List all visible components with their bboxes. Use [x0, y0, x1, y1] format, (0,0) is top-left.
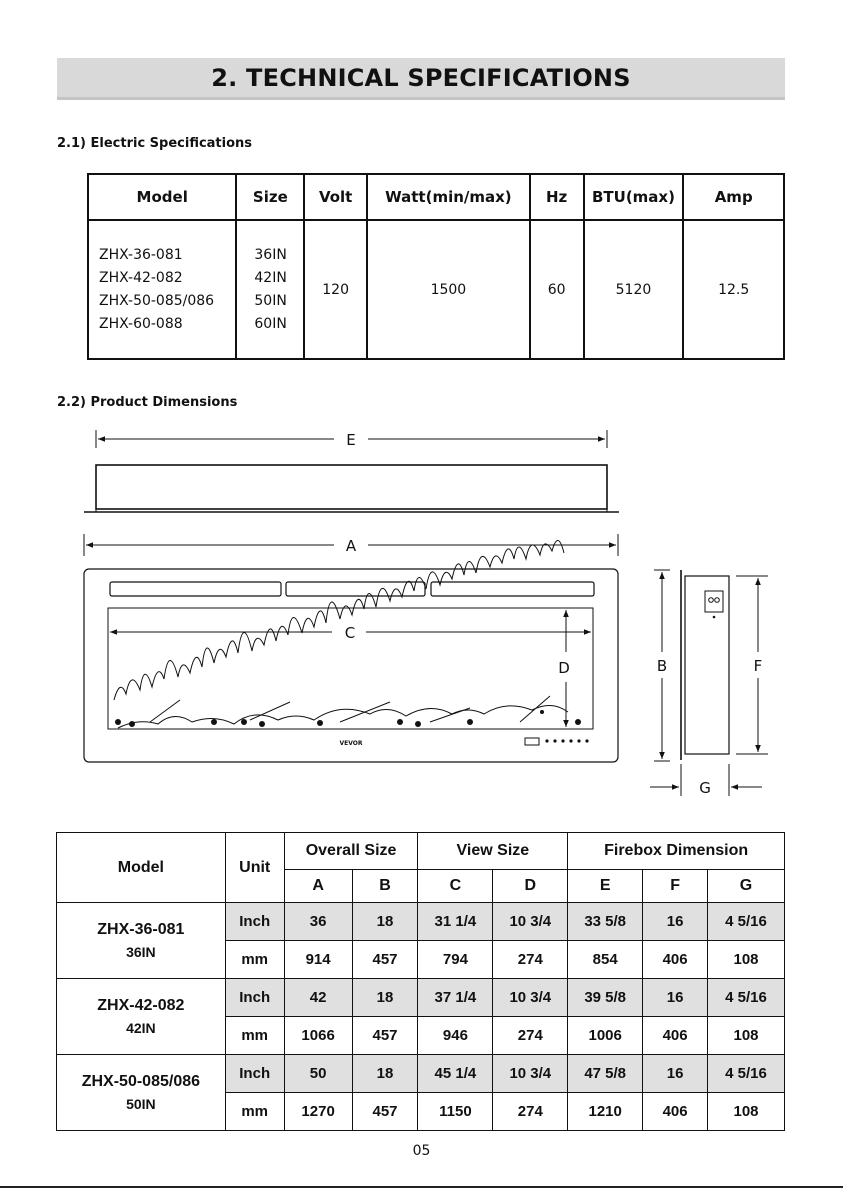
value-cell: 16 [643, 903, 708, 941]
value-cell: 16 [643, 1055, 708, 1093]
value-cell: 10 3/4 [493, 1055, 568, 1093]
value-cell: 457 [352, 941, 418, 979]
dim-header-unit: Unit [225, 833, 284, 903]
dim-group-view: View Size [418, 833, 568, 870]
label-b: B [656, 657, 668, 675]
model-name: ZHX-42-082 [97, 996, 185, 1014]
value-cell: 33 5/8 [568, 903, 643, 941]
vevor-logo: VEVOR [339, 740, 363, 747]
header-size: Size [236, 174, 304, 220]
label-a: A [345, 537, 357, 555]
unit-cell: Inch [225, 903, 284, 941]
value-cell: 457 [352, 1017, 418, 1055]
dim-header-model: Model [57, 833, 226, 903]
top-view-outline [84, 465, 619, 512]
value-cell: 457 [352, 1093, 418, 1131]
watt-value: 1500 [367, 220, 530, 359]
value-cell: 946 [418, 1017, 493, 1055]
value-cell: 1150 [418, 1093, 493, 1131]
dim-group-header-row [57, 833, 785, 870]
control-panel-icon [525, 738, 589, 745]
value-cell: 1006 [568, 1017, 643, 1055]
value-cell: 274 [493, 1093, 568, 1131]
model-size: 36IN [126, 943, 156, 960]
model-name: ZHX-42-082 [99, 269, 183, 286]
unit-cell: mm [225, 1093, 284, 1131]
value-cell: 50 [284, 1055, 352, 1093]
value-cell: 39 5/8 [568, 979, 643, 1017]
value-cell: 108 [708, 1093, 785, 1131]
header-btu: BTU(max) [584, 174, 684, 220]
unit-cell: mm [225, 941, 284, 979]
value-cell: 4 5/16 [708, 979, 785, 1017]
value-cell: 45 1/4 [418, 1055, 493, 1093]
unit-cell: mm [225, 1017, 284, 1055]
value-cell: 10 3/4 [493, 979, 568, 1017]
amp-value: 12.5 [683, 220, 784, 359]
value-cell: 274 [493, 941, 568, 979]
model-cell [57, 979, 226, 1055]
header-model: Model [88, 174, 236, 220]
label-d: D [558, 659, 570, 677]
dimension-g [650, 764, 762, 797]
dim-col-d: D [493, 870, 568, 903]
page-title: 2. TECHNICAL SPECIFICATIONS [57, 58, 785, 100]
table-row [57, 979, 785, 1017]
table-row [57, 1055, 785, 1093]
model-size: 42IN [126, 1019, 156, 1036]
dim-col-a: A [284, 870, 352, 903]
value-cell: 794 [418, 941, 493, 979]
size-value: 36IN [254, 246, 287, 263]
size-value: 42IN [254, 269, 287, 286]
label-c: C [344, 624, 356, 642]
footer-divider [0, 1186, 843, 1188]
side-view-outline [681, 570, 729, 760]
header-amp: Amp [683, 174, 784, 220]
model-name: ZHX-36-081 [97, 920, 185, 938]
product-dimensions-heading: 2.2) Product Dimensions [57, 395, 238, 410]
value-cell: 406 [643, 1093, 708, 1131]
dimension-a [84, 534, 618, 556]
label-f: F [753, 657, 763, 675]
page-number: 05 [412, 1143, 431, 1159]
dimension-b [654, 570, 670, 761]
dim-group-overall: Overall Size [284, 833, 418, 870]
unit-cell: Inch [225, 1055, 284, 1093]
dim-col-c: C [418, 870, 493, 903]
dim-col-f: F [643, 870, 708, 903]
value-cell: 1270 [284, 1093, 352, 1131]
btu-value: 5120 [584, 220, 684, 359]
value-cell: 108 [708, 941, 785, 979]
hz-value: 60 [530, 220, 584, 359]
value-cell: 18 [352, 903, 418, 941]
model-name: ZHX-50-085/086 [81, 1072, 201, 1090]
value-cell: 18 [352, 1055, 418, 1093]
dimension-f [736, 576, 768, 754]
value-cell: 4 5/16 [708, 1055, 785, 1093]
dimension-table [56, 832, 785, 1131]
value-cell: 406 [643, 941, 708, 979]
value-cell: 914 [284, 941, 352, 979]
model-cell [57, 1055, 226, 1131]
label-g: G [699, 779, 711, 797]
model-cell [57, 903, 226, 979]
electric-spec-heading: 2.1) Electric Specifications [57, 136, 253, 151]
value-cell: 1210 [568, 1093, 643, 1131]
value-cell: 108 [708, 1017, 785, 1055]
value-cell: 37 1/4 [418, 979, 493, 1017]
value-cell: 42 [284, 979, 352, 1017]
model-name: ZHX-50-085/086 [99, 292, 215, 309]
size-value: 60IN [254, 315, 287, 332]
value-cell: 18 [352, 979, 418, 1017]
dim-group-firebox: Firebox Dimension [568, 833, 785, 870]
dim-col-e: E [568, 870, 643, 903]
value-cell: 31 1/4 [418, 903, 493, 941]
value-cell: 1066 [284, 1017, 352, 1055]
header-volt: Volt [304, 174, 367, 220]
volt-value: 120 [304, 220, 367, 359]
size-value: 50IN [254, 292, 287, 309]
value-cell: 16 [643, 979, 708, 1017]
table-row [57, 903, 785, 941]
header-hz: Hz [530, 174, 584, 220]
value-cell: 47 5/8 [568, 1055, 643, 1093]
model-name: ZHX-36-081 [99, 246, 183, 263]
label-e: E [346, 431, 356, 449]
value-cell: 854 [568, 941, 643, 979]
front-view-outline [84, 569, 618, 762]
value-cell: 36 [284, 903, 352, 941]
value-cell: 406 [643, 1017, 708, 1055]
dim-col-b: B [352, 870, 418, 903]
dimension-c [110, 624, 591, 642]
model-size: 50IN [126, 1095, 156, 1112]
dimension-e [96, 430, 607, 449]
value-cell: 274 [493, 1017, 568, 1055]
value-cell: 4 5/16 [708, 903, 785, 941]
unit-cell: Inch [225, 979, 284, 1017]
header-watt: Watt(min/max) [367, 174, 530, 220]
model-name: ZHX-60-088 [99, 315, 183, 332]
dim-col-g: G [708, 870, 785, 903]
value-cell: 10 3/4 [493, 903, 568, 941]
